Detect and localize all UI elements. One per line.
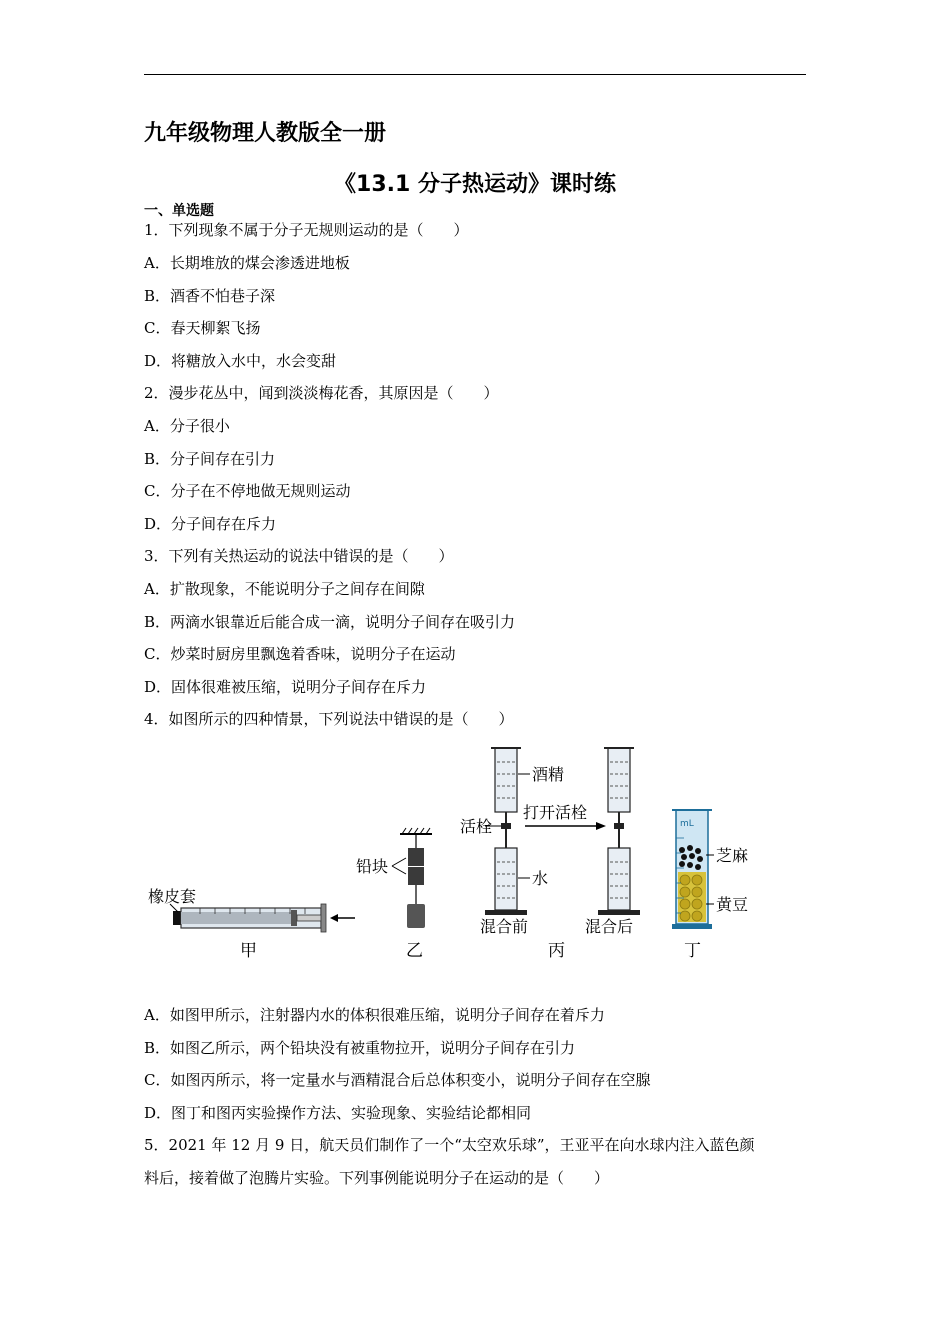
figure-yi-label: 乙 [406,941,423,961]
question-4-option-d: D．图丁和图丙实验操作方法、实验现象、实验结论都相同 [144,1104,532,1122]
question-5-stem-line-1: 5．2021 年 12 月 9 日，航天员们制作了一个“太空欢乐球”，王亚平在向水球内注入蓝色颜 [144,1136,755,1154]
question-2-option-a: A．分子很小 [144,417,230,435]
after-mix-label: 混合后 [585,917,634,936]
lead-blocks-label: 铅块 [356,857,389,876]
question-3-option-d: D．固体很难被压缩，说明分子间存在斥力 [144,678,427,696]
measuring-cylinder-diagram [672,810,748,961]
question-2-stem: 2．漫步花丛中，闻到淡淡梅花香，其原因是（ ） [144,384,499,402]
question-5-stem-line-2: 料后，接着做了泡腾片实验。下列事例能说明分子在运动的是（ ） [144,1169,610,1187]
sesame-label: 芝麻 [716,846,749,865]
syringe-diagram [148,887,355,961]
lesson-title: 《13.1 分子热运动》课时练 [334,172,616,197]
question-4-option-b: B．如图乙所示，两个铅块没有被重物拉开，说明分子间存在引力 [144,1039,576,1057]
question-1-option-b: B．酒香不怕巷子深 [144,287,276,305]
question-1-option-a: A．长期堆放的煤会渗透进地板 [144,254,350,272]
question-1-option-c: C．春天柳絮飞扬 [144,319,261,337]
question-2-option-c: C．分子在不停地做无规则运动 [144,482,351,500]
question-4-option-c: C．如图丙所示，将一定量水与酒精混合后总体积变小，说明分子间存在空腺 [144,1071,651,1089]
question-3-stem: 3．下列有关热运动的说法中错误的是（ ） [144,547,454,565]
mixing-apparatus-diagram [460,748,640,961]
before-mix-label: 混合前 [480,917,529,936]
open-valve-label: 打开活栓 [523,803,588,822]
question-2-option-b: B．分子间存在引力 [144,450,276,468]
figure-jia-label: 甲 [240,941,257,961]
question-3-option-a: A．扩散现象，不能说明分子之间存在间隙 [144,580,425,598]
figure-bing-label: 丙 [548,941,565,961]
question-2-option-d: D．分子间存在斥力 [144,515,277,533]
ml-label: mL [680,819,694,829]
question-1-option-d: D．将糖放入水中，水会变甜 [144,352,337,370]
question-1-stem: 1．下列现象不属于分子无规则运动的是（ ） [144,221,469,239]
question-4-option-a: A．如图甲所示，注射器内水的体积很难压缩，说明分子间存在着斥力 [144,1006,605,1024]
doc-title: 九年级物理人教版全一册 [144,121,387,146]
question-3-option-c: C．炒菜时厨房里飘逸着香味，说明分子在运动 [144,645,456,663]
question-3-option-b: B．两滴水银靠近后能合成一滴，说明分子间存在吸引力 [144,613,516,631]
section-heading: 一、单选题 [144,203,214,219]
soybean-label: 黄豆 [716,895,749,914]
question-4-figure [140,738,790,970]
question-4-stem: 4．如图所示的四种情景，下列说法中错误的是（ ） [144,710,514,728]
alcohol-label: 酒精 [532,765,565,784]
water-label: 水 [532,869,549,888]
valve-label: 活栓 [460,817,493,836]
lead-blocks-diagram [356,828,432,961]
rubber-cap-label: 橡皮套 [148,887,197,906]
figure-ding-label: 丁 [684,941,701,961]
top-rule [144,74,806,75]
